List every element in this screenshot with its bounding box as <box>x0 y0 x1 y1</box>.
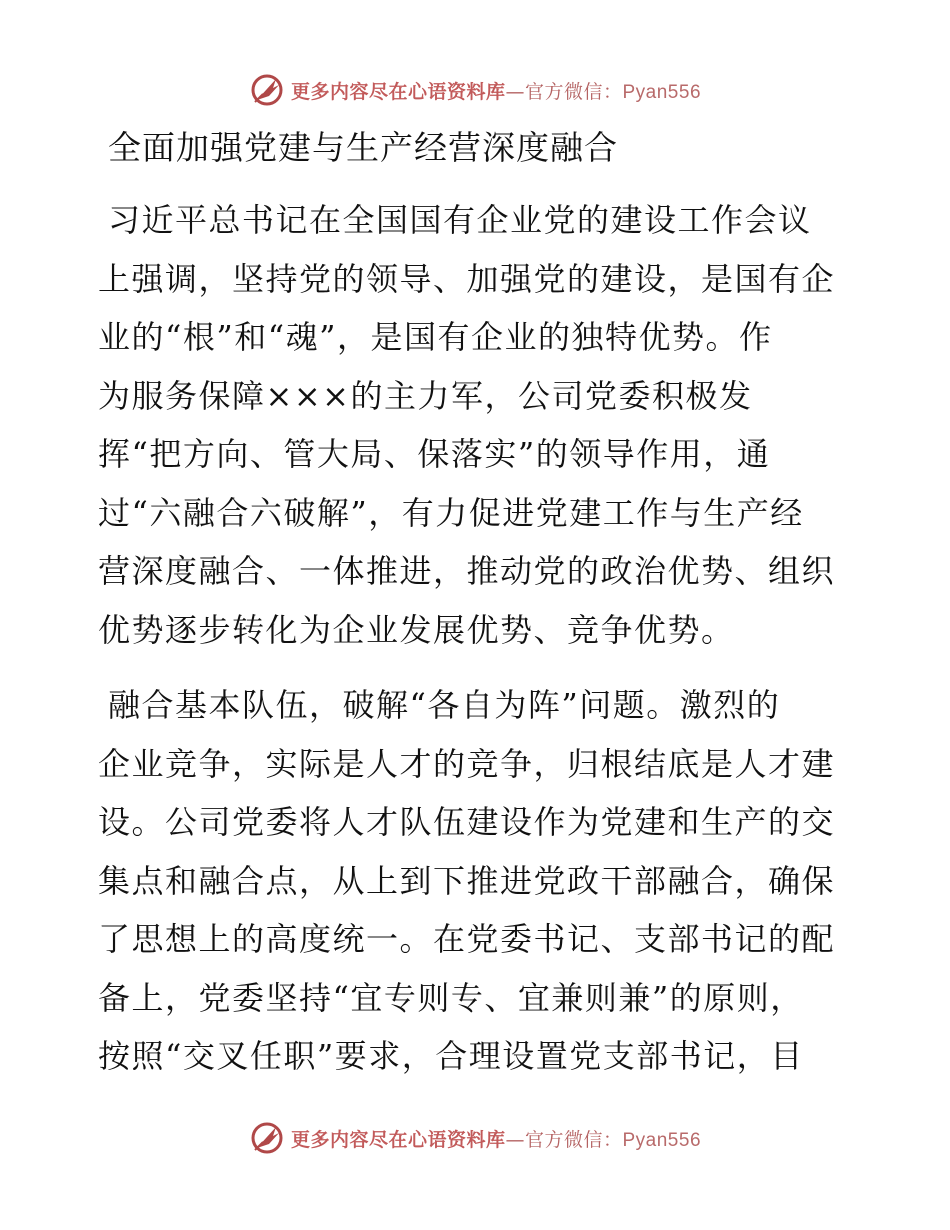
paragraph-line: 了思想上的高度统一。在党委书记、支部书记的配 <box>98 920 836 958</box>
paragraph-line: 融合基本队伍，破解“各自为阵”问题。激烈的 <box>108 686 781 724</box>
paragraph-line: 上强调，坚持党的领导、加强党的建设，是国有企 <box>98 259 836 298</box>
paragraph-line: 挥“把方向、管大局、保落实”的领导作用，通 <box>98 435 771 473</box>
paragraph-line: 按照“交叉任职”要求，合理设置党支部书记，目 <box>98 1037 804 1075</box>
feather-seal-icon <box>249 1120 285 1156</box>
paragraph-line: 设。公司党委将人才队伍建设作为党建和生产的交 <box>98 803 836 841</box>
watermark-text <box>291 1125 701 1152</box>
document-title: 全面加强党建与生产经营深度融合 <box>108 128 618 167</box>
paragraph-line: 优势逐步转化为企业发展优势、竞争优势。 <box>98 610 735 649</box>
watermark-header <box>0 70 950 110</box>
watermark-footer <box>0 1118 950 1158</box>
watermark-wechat-id: Pyan556 <box>622 1129 702 1151</box>
watermark-separator: —官方微信： <box>505 80 623 103</box>
paragraph-line: 营深度融合、一体推进，推动党的政治优势、组织 <box>98 552 836 590</box>
paragraph-2 <box>98 676 850 1086</box>
watermark-separator: —官方微信： <box>505 1128 623 1151</box>
watermark-wechat-id: Pyan556 <box>622 81 702 103</box>
paragraph-line: 过“六融合六破解”，有力促进党建工作与生产经 <box>98 493 804 532</box>
paragraph-line: 集点和融合点，从上到下推进党政干部融合，确保 <box>98 861 836 900</box>
watermark-brand: 更多内容尽在心语资料库 <box>290 80 506 103</box>
watermark-text <box>291 77 701 104</box>
watermark-brand: 更多内容尽在心语资料库 <box>290 1128 506 1151</box>
paragraph-1 <box>98 191 850 659</box>
paragraph-line: 备上，党委坚持“宜专则专、宜兼则兼”的原则， <box>98 978 804 1017</box>
paragraph-line: 习近平总书记在全国国有企业党的建设工作会议 <box>108 201 812 239</box>
feather-seal-icon <box>249 72 285 108</box>
paragraph-line: 业的“根”和“魂”，是国有企业的独特优势。作 <box>98 318 773 356</box>
paragraph-line: 企业竞争，实际是人才的竞争，归根结底是人才建 <box>98 744 836 783</box>
paragraph-line: 为服务保障×××的主力军，公司党委积极发 <box>98 376 753 415</box>
